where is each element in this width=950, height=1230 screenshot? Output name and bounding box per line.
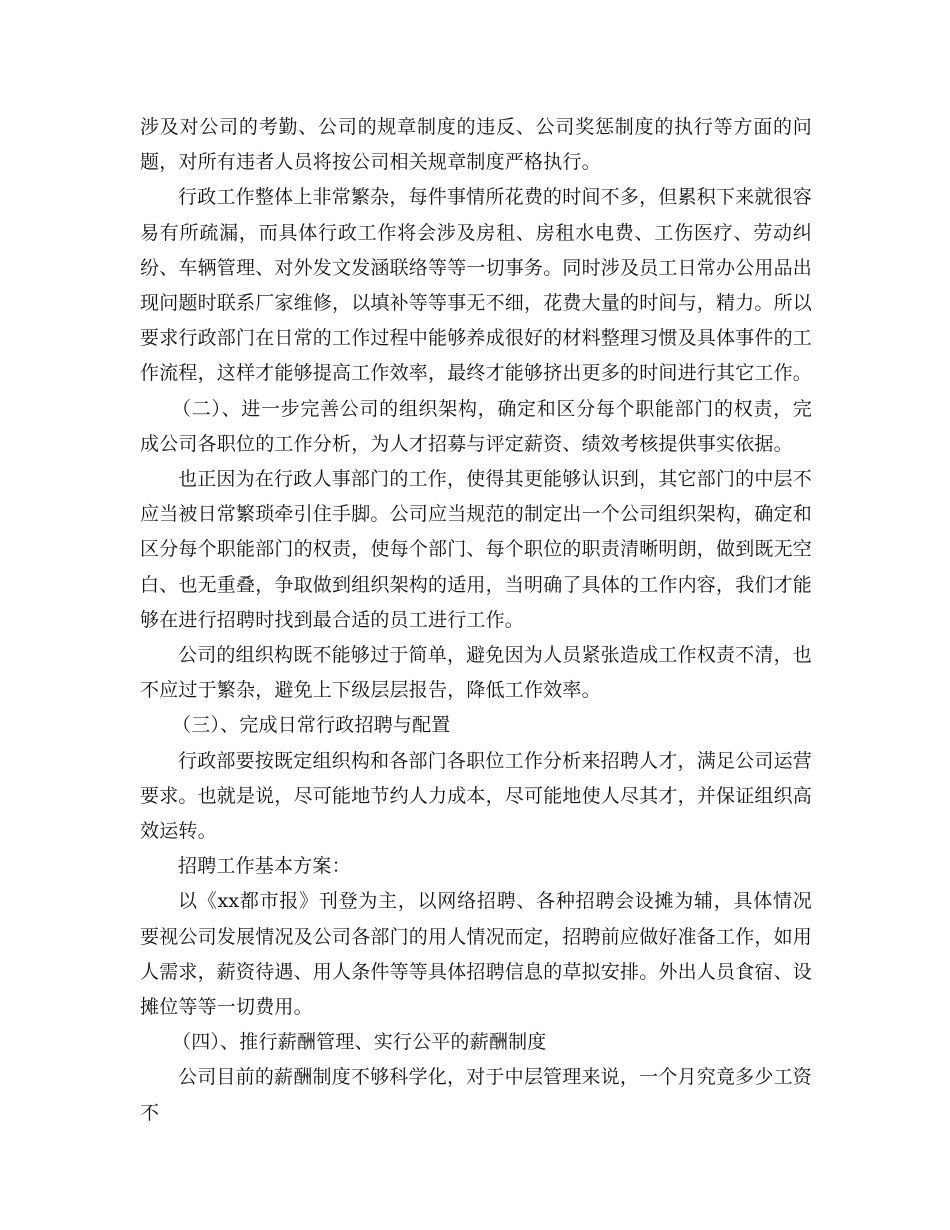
paragraph-organization-balance: 公司的组织构既不能够过于简单，避免因为人员紧张造成工作权责不清，也不应过于繁杂，避免上下级层层报告，降低工作效率。: [140, 644, 812, 702]
section-heading-recruitment: （三）、完成日常行政招聘与配置: [172, 714, 451, 737]
paragraph-recruitment-goal: 行政部要按既定组织构和各部门各职位工作分析来招聘人才，满足公司运营要求。也就是说，尽可能地节约人力成本，尽可能地使人尽其才，并保证组织高效运转。: [140, 749, 813, 843]
paragraph-salary-system: 公司目前的薪酬制度不够科学化，对于中层管理来说，一个月究竟多少工资不: [140, 1066, 812, 1124]
paragraph-attendance-rules: 涉及对公司的考勤、公司的规章制度的违反、公司奖惩制度的执行等方面的问题，对所有违者人员将按公司相关规章制度严格执行。: [140, 116, 812, 174]
paragraph-recruitment-plan: 以《xx都市报》刊登为主，以网络招聘、各种招聘会设摊为辅，具体情况要视公司发展情况及公司各部门的用人情况而定，招聘前应做好准备工作，如用人需求，薪资待遇、用人条件等等具体招聘信息的草拟安排。外出人员食宿、设摊位等等一切费用。: [140, 890, 813, 1019]
section-heading-organization: （二）、进一步完善公司的组织架构，确定和区分每个职能部门的权责，完成公司各职位的工作分析，为人才招募与评定薪资、绩效考核提供事实依据。: [140, 397, 812, 455]
paragraph-recruitment-plan-title: 招聘工作基本方案：: [178, 855, 351, 878]
paragraph-organization-structure: 也正因为在行政人事部门的工作，使得其更能够认识到，其它部门的中层不应当被日常繁琐牵引住手脚。公司应当规范的制定出一个公司组织架构，确定和区分每个职能部门的权责，使每个部门、每个职位的职责清晰明朗，做到既无空白、也无重叠，争取做到组织架构的适用，当明确了具体的工作内容，我们才能够在进行招聘时找到最合适的员工进行工作。: [140, 468, 813, 631]
section-heading-salary: （四）、推行薪酬管理、实行公平的薪酬制度: [172, 1031, 547, 1054]
paragraph-admin-work: 行政工作整体上非常繁杂，每件事情所花费的时间不多，但累积下来就很容易有所疏漏，而具体行政工作将会涉及房租、房租水电费、工伤医疗、劳动纠纷、车辆管理、对外发文发涵联络等等一切事务。同时涉及员工日常办公用品出现问题时联系厂家维修，以填补等等事无不细，花费大量的时间与，精力。所以要求行政部门在日常的工作过程中能够养成很好的材料整理习惯及具体事件的工作流程，这样才能够提高工作效率，最终才能够挤出更多的时间进行其它工作。: [140, 186, 813, 385]
document-body: [140, 110, 812, 1131]
